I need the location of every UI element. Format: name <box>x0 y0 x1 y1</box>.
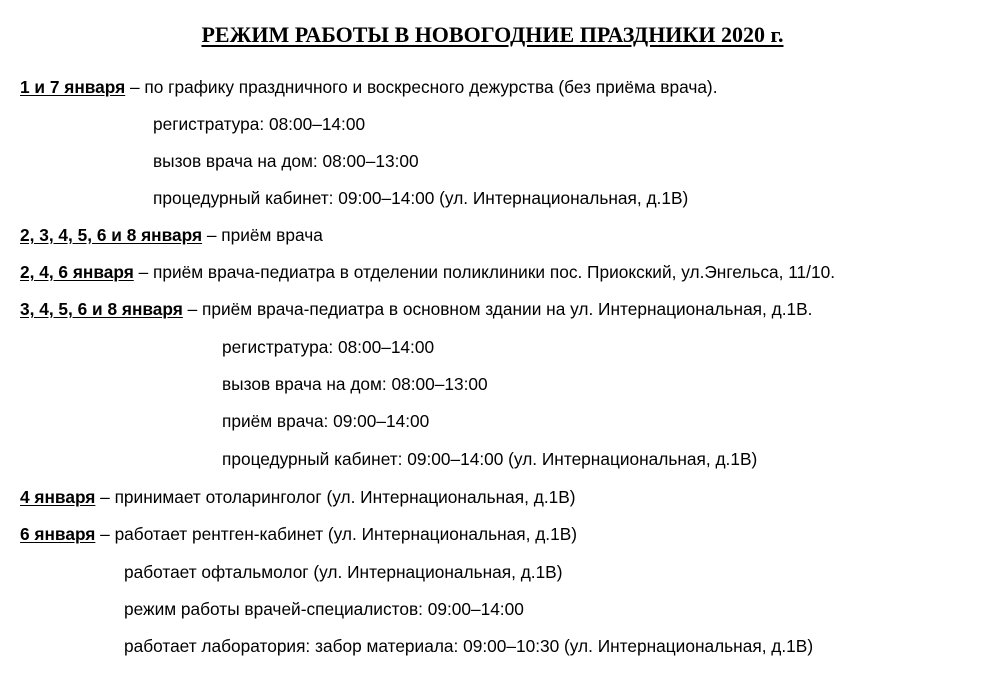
schedule-dates: 3, 4, 5, 6 и 8 января <box>20 299 183 319</box>
schedule-entry <box>20 224 323 246</box>
schedule-text: – по графику праздничного и воскресного дежурства (без приёма врача). <box>125 77 718 97</box>
schedule-dates: 6 января <box>20 524 96 544</box>
schedule-text: – приём врача-педиатра в основном здании на ул. Интернациональная, д.1В. <box>182 299 813 319</box>
schedule-entry <box>20 486 576 508</box>
schedule-detail: процедурный кабинет: 09:00–14:00 (ул. Интернациональная, д.1В) <box>153 188 689 208</box>
schedule-entry <box>20 298 812 320</box>
schedule-text: – приём врача-педиатра в отделении поликлиники пос. Приокский, ул.Энгельса, 11/10. <box>133 262 835 282</box>
schedule-entry <box>20 261 835 283</box>
schedule-detail: вызов врача на дом: 08:00–13:00 <box>222 374 488 394</box>
schedule-entry <box>20 523 577 545</box>
schedule-dates: 1 и 7 января <box>20 77 126 97</box>
schedule-detail: регистратура: 08:00–14:00 <box>153 114 366 134</box>
schedule-detail: работает офтальмолог (ул. Интернациональная, д.1В) <box>124 562 563 582</box>
schedule-dates: 2, 3, 4, 5, 6 и 8 января <box>20 225 203 245</box>
schedule-detail: вызов врача на дом: 08:00–13:00 <box>153 151 419 171</box>
schedule-detail: процедурный кабинет: 09:00–14:00 (ул. Интернациональная, д.1В) <box>222 449 758 469</box>
schedule-text: – приём врача <box>202 225 323 245</box>
schedule-entry <box>20 76 718 98</box>
schedule-text: – принимает отоларинголог (ул. Интернациональная, д.1В) <box>95 487 576 507</box>
schedule-detail: работает лаборатория: забор материала: 09:00–10:30 (ул. Интернациональная, д.1В) <box>124 636 814 656</box>
page-title: РЕЖИМ РАБОТЫ В НОВОГОДНИЕ ПРАЗДНИКИ 2020 г. <box>201 22 784 47</box>
schedule-dates: 4 января <box>20 487 96 507</box>
schedule-text: – работает рентген-кабинет (ул. Интернациональная, д.1В) <box>95 524 577 544</box>
schedule-detail: режим работы врачей-специалистов: 09:00–14:00 <box>124 599 524 619</box>
schedule-dates: 2, 4, 6 января <box>20 262 134 282</box>
schedule-detail: приём врача: 09:00–14:00 <box>222 411 430 431</box>
schedule-detail: регистратура: 08:00–14:00 <box>222 337 435 357</box>
